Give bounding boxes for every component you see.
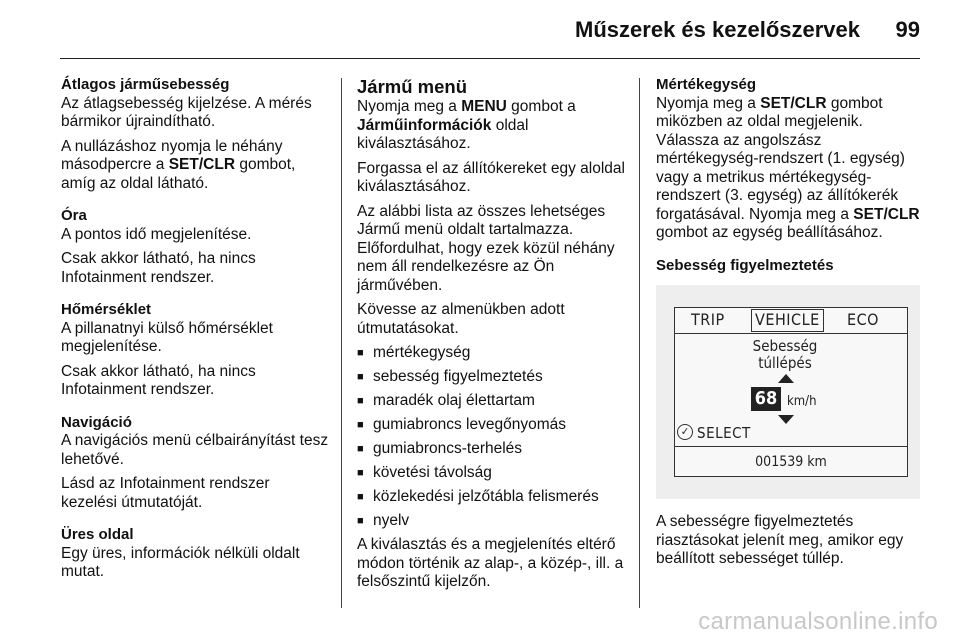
paragraph: Kövesse az almenükben adott útmutatásokat. xyxy=(357,301,565,337)
button-name-bold: SET/CLR xyxy=(853,205,920,223)
column-middle xyxy=(357,76,629,598)
section-heading: Átlagos járműsebesség xyxy=(61,76,230,93)
list-item: ■ mértékegység xyxy=(357,344,629,363)
paragraph: Csak akkor látható, ha nincs Infotainment rendszer. xyxy=(61,362,256,398)
select-label: SELECT xyxy=(697,424,751,442)
figure-caption: A sebességre figyelmeztetés riasztásokat jelenít meg, amikor egy beállított sebességet túllép. xyxy=(656,513,904,567)
list-item: ■ sebesség figyelmeztetés xyxy=(357,368,629,387)
paragraph: Egy üres, információk nélküli oldalt mutat. xyxy=(61,544,300,580)
section-average-speed xyxy=(61,76,329,193)
paragraph: Csak akkor látható, ha nincs Infotainment rendszer. xyxy=(61,250,256,286)
section-navigation xyxy=(61,414,329,513)
text-run: gombot miközben az oldal megjelenik. Válassza az angolszász mértékegység-rendszert (1. egység) vagy a metrikus mértékegység-rendszert (3. egység) az állítókerék forgatásával. Nyomja meg a xyxy=(656,94,905,223)
section-heading: Mértékegység xyxy=(656,76,757,93)
vehicle-menu-list xyxy=(357,344,629,531)
list-item: ■ gumiabroncs-terhelés xyxy=(357,440,629,459)
text-run: Nyomja meg a xyxy=(656,94,761,112)
page-number: 99 xyxy=(895,17,920,42)
tab-vehicle: VEHICLE xyxy=(751,309,824,332)
column-right xyxy=(656,76,926,575)
tab-eco: ECO xyxy=(847,310,879,329)
watermark: carmanualsonline.info xyxy=(698,608,938,635)
section-heading: Navigáció xyxy=(61,413,132,431)
text-run: gombot a xyxy=(506,98,576,115)
text-run: Nyomja meg a xyxy=(357,98,462,115)
display-divider xyxy=(675,446,907,447)
section-heading: Hőmérséklet xyxy=(61,301,152,318)
speed-value: 68 xyxy=(751,387,781,411)
section-heading: Jármű menü xyxy=(357,76,468,97)
column-left xyxy=(61,76,329,596)
text-run: gombot az egység beállításához. xyxy=(656,224,883,241)
button-name-bold: MENU xyxy=(461,98,507,115)
button-name-bold: SET/CLR xyxy=(760,94,827,112)
column-divider xyxy=(639,78,640,608)
paragraph: Forgassa el az állítókereket egy aloldal kiválasztásához. xyxy=(357,159,625,195)
display-tab-bar xyxy=(675,308,907,334)
display-message: túllépés xyxy=(758,354,812,372)
list-item: ■ maradék olaj élettartam xyxy=(357,392,629,411)
section-heading: Óra xyxy=(61,207,87,224)
paragraph: A kiválasztás és a megjelenítés eltérő módon történik az alap-, a közép-, ill. a felsőszintű kijelzőn. xyxy=(357,536,624,590)
list-item: ■ gumiabroncs levegőnyomás xyxy=(357,416,629,435)
section-units xyxy=(656,76,926,243)
paragraph xyxy=(61,138,329,194)
display-illustration xyxy=(656,285,920,499)
page-name-bold: Járműinformációk xyxy=(357,116,492,134)
instrument-display xyxy=(674,307,908,477)
text-run: oldal kiválasztásához. xyxy=(357,116,529,152)
paragraph: A navigációs menü célbairányítást tesz lehetővé. xyxy=(61,432,329,468)
section-temperature xyxy=(61,301,329,400)
text-run: A nullázáshoz nyomja le néhány másodpercre a xyxy=(61,137,283,173)
paragraph xyxy=(357,98,629,154)
column-divider xyxy=(341,78,342,608)
section-heading: Üres oldal xyxy=(61,526,134,543)
header-divider xyxy=(60,58,920,59)
button-name-bold: SET/CLR xyxy=(168,156,236,173)
section-empty-page xyxy=(61,526,329,582)
text-run: gombot, amíg az oldal látható. xyxy=(61,156,296,192)
paragraph: Lásd az Infotainment rendszer kezelési útmutatóját. xyxy=(61,475,270,511)
paragraph: A pontos idő megjelenítése. xyxy=(61,225,252,243)
arrow-up-icon xyxy=(778,374,794,383)
arrow-down-icon xyxy=(778,415,794,424)
list-item: ■ közlekedési jelzőtábla felismerés xyxy=(357,488,629,507)
checkmark-icon: ✓ xyxy=(677,424,693,440)
list-item: ■ követési távolság xyxy=(357,464,629,483)
paragraph xyxy=(656,95,926,243)
section-heading: Sebesség figyelmeztetés xyxy=(656,256,834,274)
page-header xyxy=(0,0,960,60)
section-clock xyxy=(61,207,329,287)
speed-unit: km/h xyxy=(787,394,817,409)
odometer-readout: 001539 km xyxy=(755,454,827,470)
paragraph: Az alábbi lista az összes lehetséges Jármű menü oldalt tartalmazza. Előfordulhat, hogy ezek közül néhány nem áll rendelkezésre az Ön járművében. xyxy=(357,202,615,294)
list-item: ■ nyelv xyxy=(357,512,629,531)
paragraph: A pillanatnyi külső hőmérséklet megjelenítése. xyxy=(61,319,273,355)
display-message: Sebesség xyxy=(752,337,818,355)
page-title: Műszerek és kezelőszervek xyxy=(575,17,860,42)
paragraph: Az átlagsebesség kijelzése. A mérés bármikor újraindítható. xyxy=(61,94,312,130)
tab-trip: TRIP xyxy=(691,310,725,329)
section-speed-warning xyxy=(656,257,926,569)
